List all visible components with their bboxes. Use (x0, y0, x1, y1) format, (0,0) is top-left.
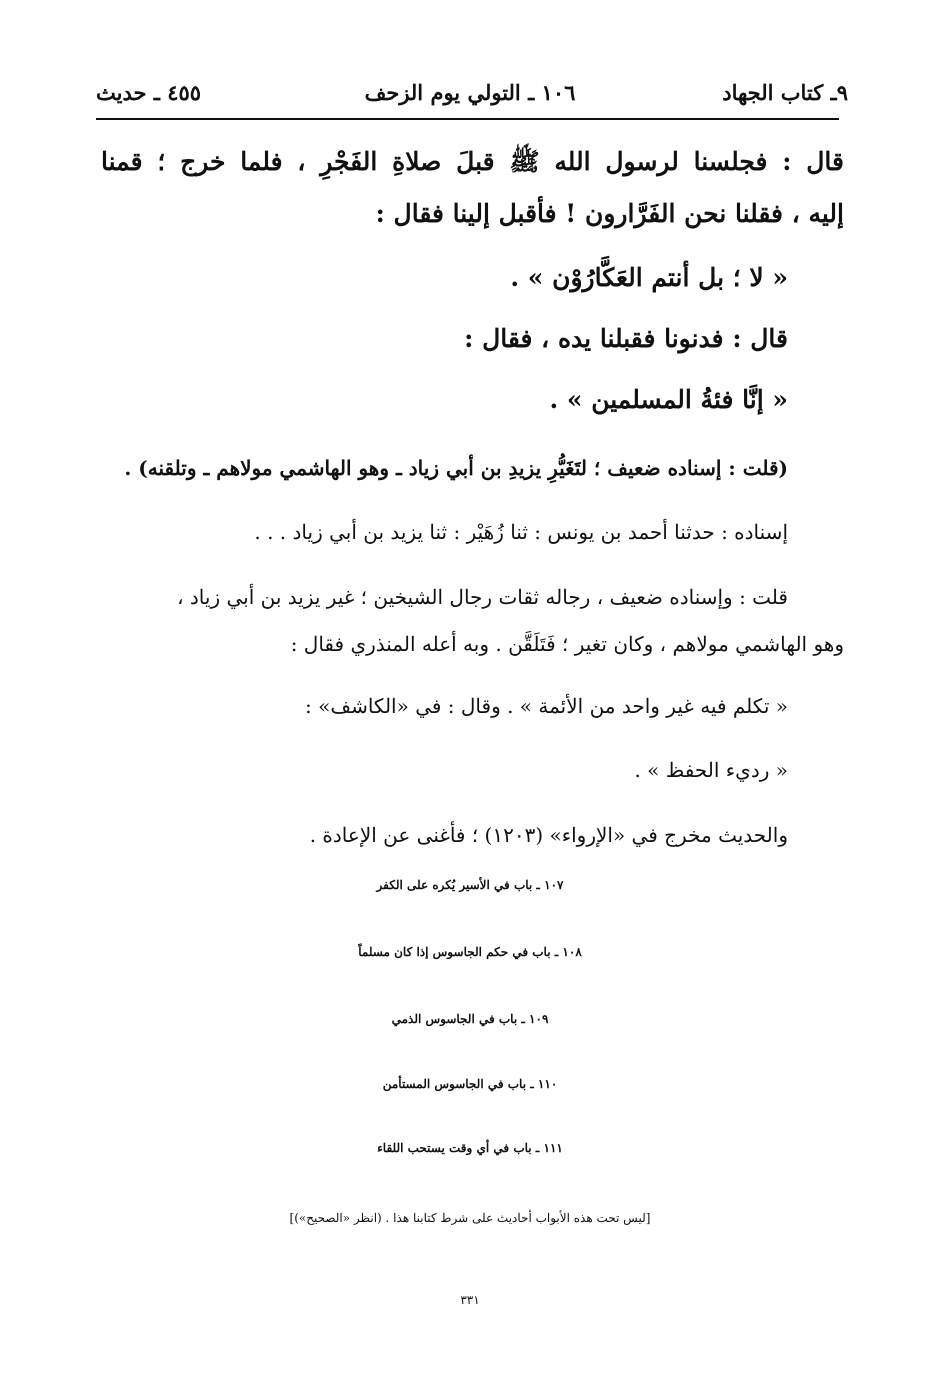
hadith-quote-1: « لا ؛ بل أنتم العَكَّارُوْن » . (510, 263, 788, 292)
chapter-heading-111: ١١١ ـ باب في أي وقت يستحب اللقاء (377, 1141, 563, 1155)
header-book-title: ٩ـ كتاب الجهاد (722, 80, 848, 105)
hadith-text-line-2: إليه ، فقلنا نحن الفَرَّارون ! فأقبل إلينا فقال : (375, 199, 844, 228)
hadith-quote-2: « إنَّا فئةُ المسلمين » . (549, 385, 788, 414)
grading-note: (قلت : إسناده ضعيف ؛ لتَغَيُّرِ يزيدِ بن أبي زياد ـ وهو الهاشمي مولاهم ـ وتلقنه) . (124, 456, 788, 480)
commentary-line-1: قلت : وإسناده ضعيف ، رجاله ثقات رجال الشيخين ؛ غير يزيد بن أبي زياد ، (177, 585, 788, 609)
header-hadith-number: ٤٥٥ ـ حديث (96, 80, 202, 105)
commentary-quote-1: « تكلم فيه غير واحد من الأئمة » . وقال : في «الكاشف» : (305, 694, 788, 718)
chapter-heading-109: ١٠٩ ـ باب في الجاسوس الذمي (391, 1012, 549, 1026)
header-divider (96, 118, 839, 120)
isnad-line: إسناده : حدثنا أحمد بن يونس : ثنا زُهَيْر : ثنا يزيد بن أبي زياد . . . (254, 520, 788, 544)
chapter-heading-110: ١١٠ ـ باب في الجاسوس المستأمن (382, 1077, 558, 1091)
commentary-line-2: وهو الهاشمي مولاهم ، وكان تغير ؛ فَتَلَقَّن . وبه أعله المنذري فقال : (290, 632, 844, 656)
editor-note: [ليس تحت هذه الأبواب أحاديث على شرط كتابنا هذا . (انظر «الصحيح»)] (289, 1211, 651, 1225)
commentary-quote-2: « رديء الحفظ » . (634, 758, 788, 782)
takhrij-line: والحديث مخرج في «الإرواء» (١٢٠٣) ؛ فأغنى عن الإعادة . (309, 823, 788, 847)
chapter-heading-107: ١٠٧ ـ باب في الأسير يُكره على الكفر (376, 878, 564, 892)
page-number: ٣٣١ (460, 1293, 480, 1307)
chapter-heading-108: ١٠٨ ـ باب في حكم الجاسوس إذا كان مسلماً (358, 945, 582, 959)
hadith-text-line-4: قال : فدنونا فقبلنا يده ، فقال : (464, 324, 788, 353)
header-chapter-title: ١٠٦ ـ التولي يوم الزحف (364, 80, 576, 105)
hadith-text-line-1: قال : فجلسنا لرسول الله ﷺ قبلَ صلاةِ الفَجْرِ ، فلما خرج ؛ قمنا (101, 147, 844, 176)
